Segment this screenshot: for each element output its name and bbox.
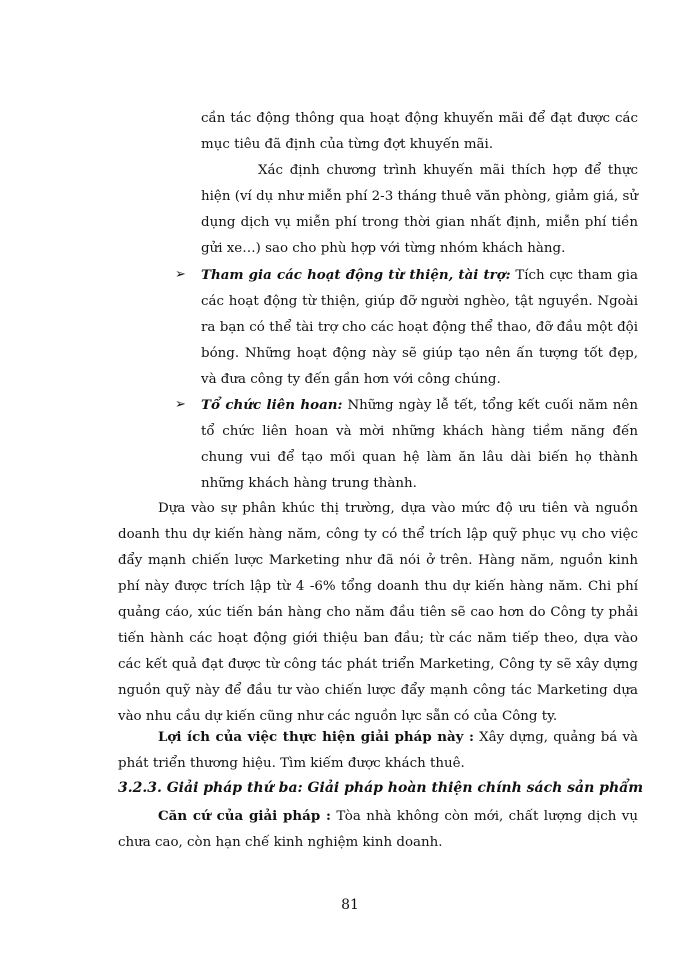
- budget-text: Dựa vào sự phân khúc thị trường, dựa vào mức độ ưu tiên và nguồn doanh thu dự kiến hàng năm, công ty có thể trích lập quỹ phục vụ cho việc đẩy mạnh chiến lược Marketing như đã nói ở trên. Hàng năm, nguồn kinh phí này được trích lập từ 4 -6% tổng doanh thu dự kiến hàng năm. Chi phí quảng cáo, xúc tiến bán hàng cho năm đầu tiên sẽ cao hơn do Công ty phải tiến hành các hoạt động giới thiệu ban đầu; từ các năm tiếp theo, dựa vào các kết quả đạt được từ công tác phát triển Marketing, Công ty sẽ xây dựng nguồn quỹ này để đầu tư vào chiến lược đẩy mạnh công tác Marketing dựa vào nhu cầu dự kiến cũng như các nguồn lực sẵn có của Công ty.: [118, 501, 638, 724]
- bullet-party-text: Những ngày lễ tết, tổng kết cuối năm nên tổ chức liên hoan và mời những khách hàng tiềm năng đến chung vui để tạo mối quan hệ làm ăn lâu dài biến họ thành những khách hàng trung thành.: [201, 398, 638, 491]
- promotion-paragraph: [201, 106, 638, 262]
- page-number: 81: [341, 897, 359, 913]
- benefit-paragraph: [118, 724, 638, 777]
- basis-paragraph: [118, 803, 638, 856]
- bullet-charity: [175, 262, 639, 393]
- section-heading: 3.2.3. Giải pháp thứ ba: Giải pháp hoàn thiện chính sách sản phẩm: [118, 780, 644, 796]
- benefit-text: Xây dựng, quảng bá và phát triển thương hiệu. Tìm kiếm được khách thuê.: [118, 730, 638, 771]
- arrow-bullet-icon: ➢: [175, 267, 186, 282]
- basis-label: Căn cứ của giải pháp :: [158, 808, 331, 824]
- bullet-charity-title: Tham gia các hoạt động từ thiện, tài trợ:: [201, 267, 511, 283]
- arrow-bullet-icon: ➢: [175, 397, 186, 412]
- promotion-program-text: Xác định chương trình khuyến mãi thích hợp để thực hiện (ví dụ như miễn phí 2-3 tháng thuê văn phòng, giảm giá, sử dụng dịch vụ miễn phí trong thời gian nhất định, miễn phí tiền gửi xe…) sao cho phù hợp với từng nhóm khách hàng.: [201, 163, 638, 256]
- basis-text: Tòa nhà không còn mới, chất lượng dịch vụ chưa cao, còn hạn chế kinh nghiệm kinh doanh.: [118, 809, 638, 850]
- benefit-label: Lợi ích của việc thực hiện giải pháp này :: [158, 729, 474, 745]
- promotion-goal-text: cần tác động thông qua hoạt động khuyến mãi để đạt được các mục tiêu đã định của từng đợt khuyến mãi.: [201, 111, 638, 152]
- bullet-party-title: Tổ chức liên hoan:: [201, 397, 343, 413]
- bullet-charity-text: Tích cực tham gia các hoạt động từ thiện, giúp đỡ người nghèo, tật nguyền. Ngoài ra bạn có thể tài trợ cho các hoạt động thể thao, đỡ đầu một đội bóng. Những hoạt động này sẽ giúp tạo nên ấn tượng tốt đẹp, và đưa công ty đến gần hơn với công chúng.: [201, 268, 639, 387]
- budget-paragraph: [118, 496, 638, 730]
- bullet-party: [175, 392, 638, 497]
